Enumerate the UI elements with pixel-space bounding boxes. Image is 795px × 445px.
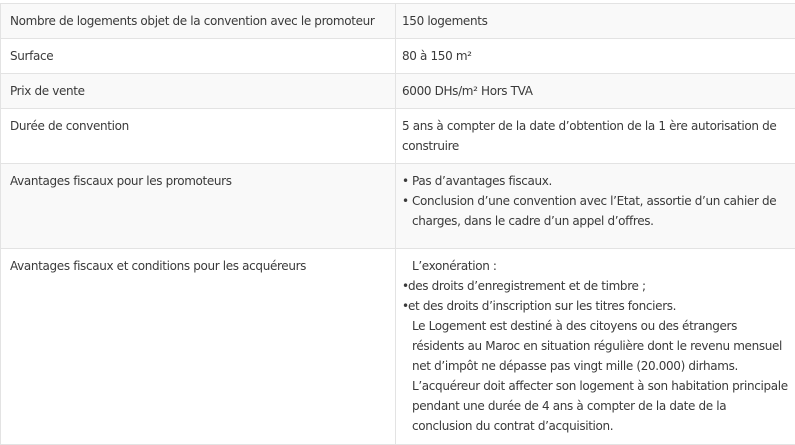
- table-row: [1, 109, 795, 164]
- bullet-icon: •: [402, 171, 412, 191]
- row-label: Avantages fiscaux et conditions pour les acquéreurs: [1, 249, 396, 445]
- row-label: Avantages fiscaux pour les promoteurs: [1, 164, 396, 249]
- list-item-text: et des droits d’inscription sur les titres fonciers.: [408, 299, 676, 313]
- table-row: [1, 39, 795, 74]
- promoter-advantages-list: [402, 171, 789, 231]
- row-value: [396, 164, 795, 249]
- bullet-icon: •: [402, 191, 412, 211]
- table-row: [1, 164, 795, 249]
- row-label: Nombre de logements objet de la convention avec le promoteur: [1, 4, 396, 39]
- exoneration-list: [402, 276, 789, 316]
- list-item-text: Conclusion d’une convention avec l’Etat, assortie d’un cahier de charges, dans le cadre d’un appel d’offres.: [412, 194, 776, 228]
- bullet-icon: •: [402, 276, 412, 296]
- table-row: [1, 4, 795, 39]
- table-row: [1, 249, 795, 445]
- list-item-text: des droits d’enregistrement et de timbre ;: [408, 279, 646, 293]
- list-item: [408, 276, 789, 296]
- row-value: 6000 DHs/m² Hors TVA: [396, 74, 795, 109]
- row-label: Durée de convention: [1, 109, 396, 164]
- list-item: [412, 191, 789, 231]
- table-row: [1, 74, 795, 109]
- list-item: [408, 296, 789, 316]
- row-value: 5 ans à compter de la date d’obtention de la 1 ère autorisation de construire: [396, 109, 795, 164]
- row-value: 80 à 150 m²: [396, 39, 795, 74]
- buyer-conditions-note: Le Logement est destiné à des citoyens ou des étrangers résidents au Maroc en situation régulière dont le revenu mensuel net d’impôt ne dépasse pas vingt mille (20.000) dirhams. L’acquéreur doit affecter son logement à son habitation principale pendant une durée de 4 ans à compter de la date de la conclusion du contrat d’acquisition.: [402, 316, 789, 436]
- list-item: [412, 171, 789, 191]
- convention-details-table: [0, 3, 795, 445]
- list-item-text: Pas d’avantages fiscaux.: [412, 174, 552, 188]
- row-label: Prix de vente: [1, 74, 396, 109]
- row-value: [396, 249, 795, 445]
- row-value: 150 logements: [396, 4, 795, 39]
- bullet-icon: •: [402, 296, 412, 316]
- row-label: Surface: [1, 39, 396, 74]
- info-table-container: [0, 3, 795, 445]
- exoneration-intro: L’exonération :: [402, 256, 789, 276]
